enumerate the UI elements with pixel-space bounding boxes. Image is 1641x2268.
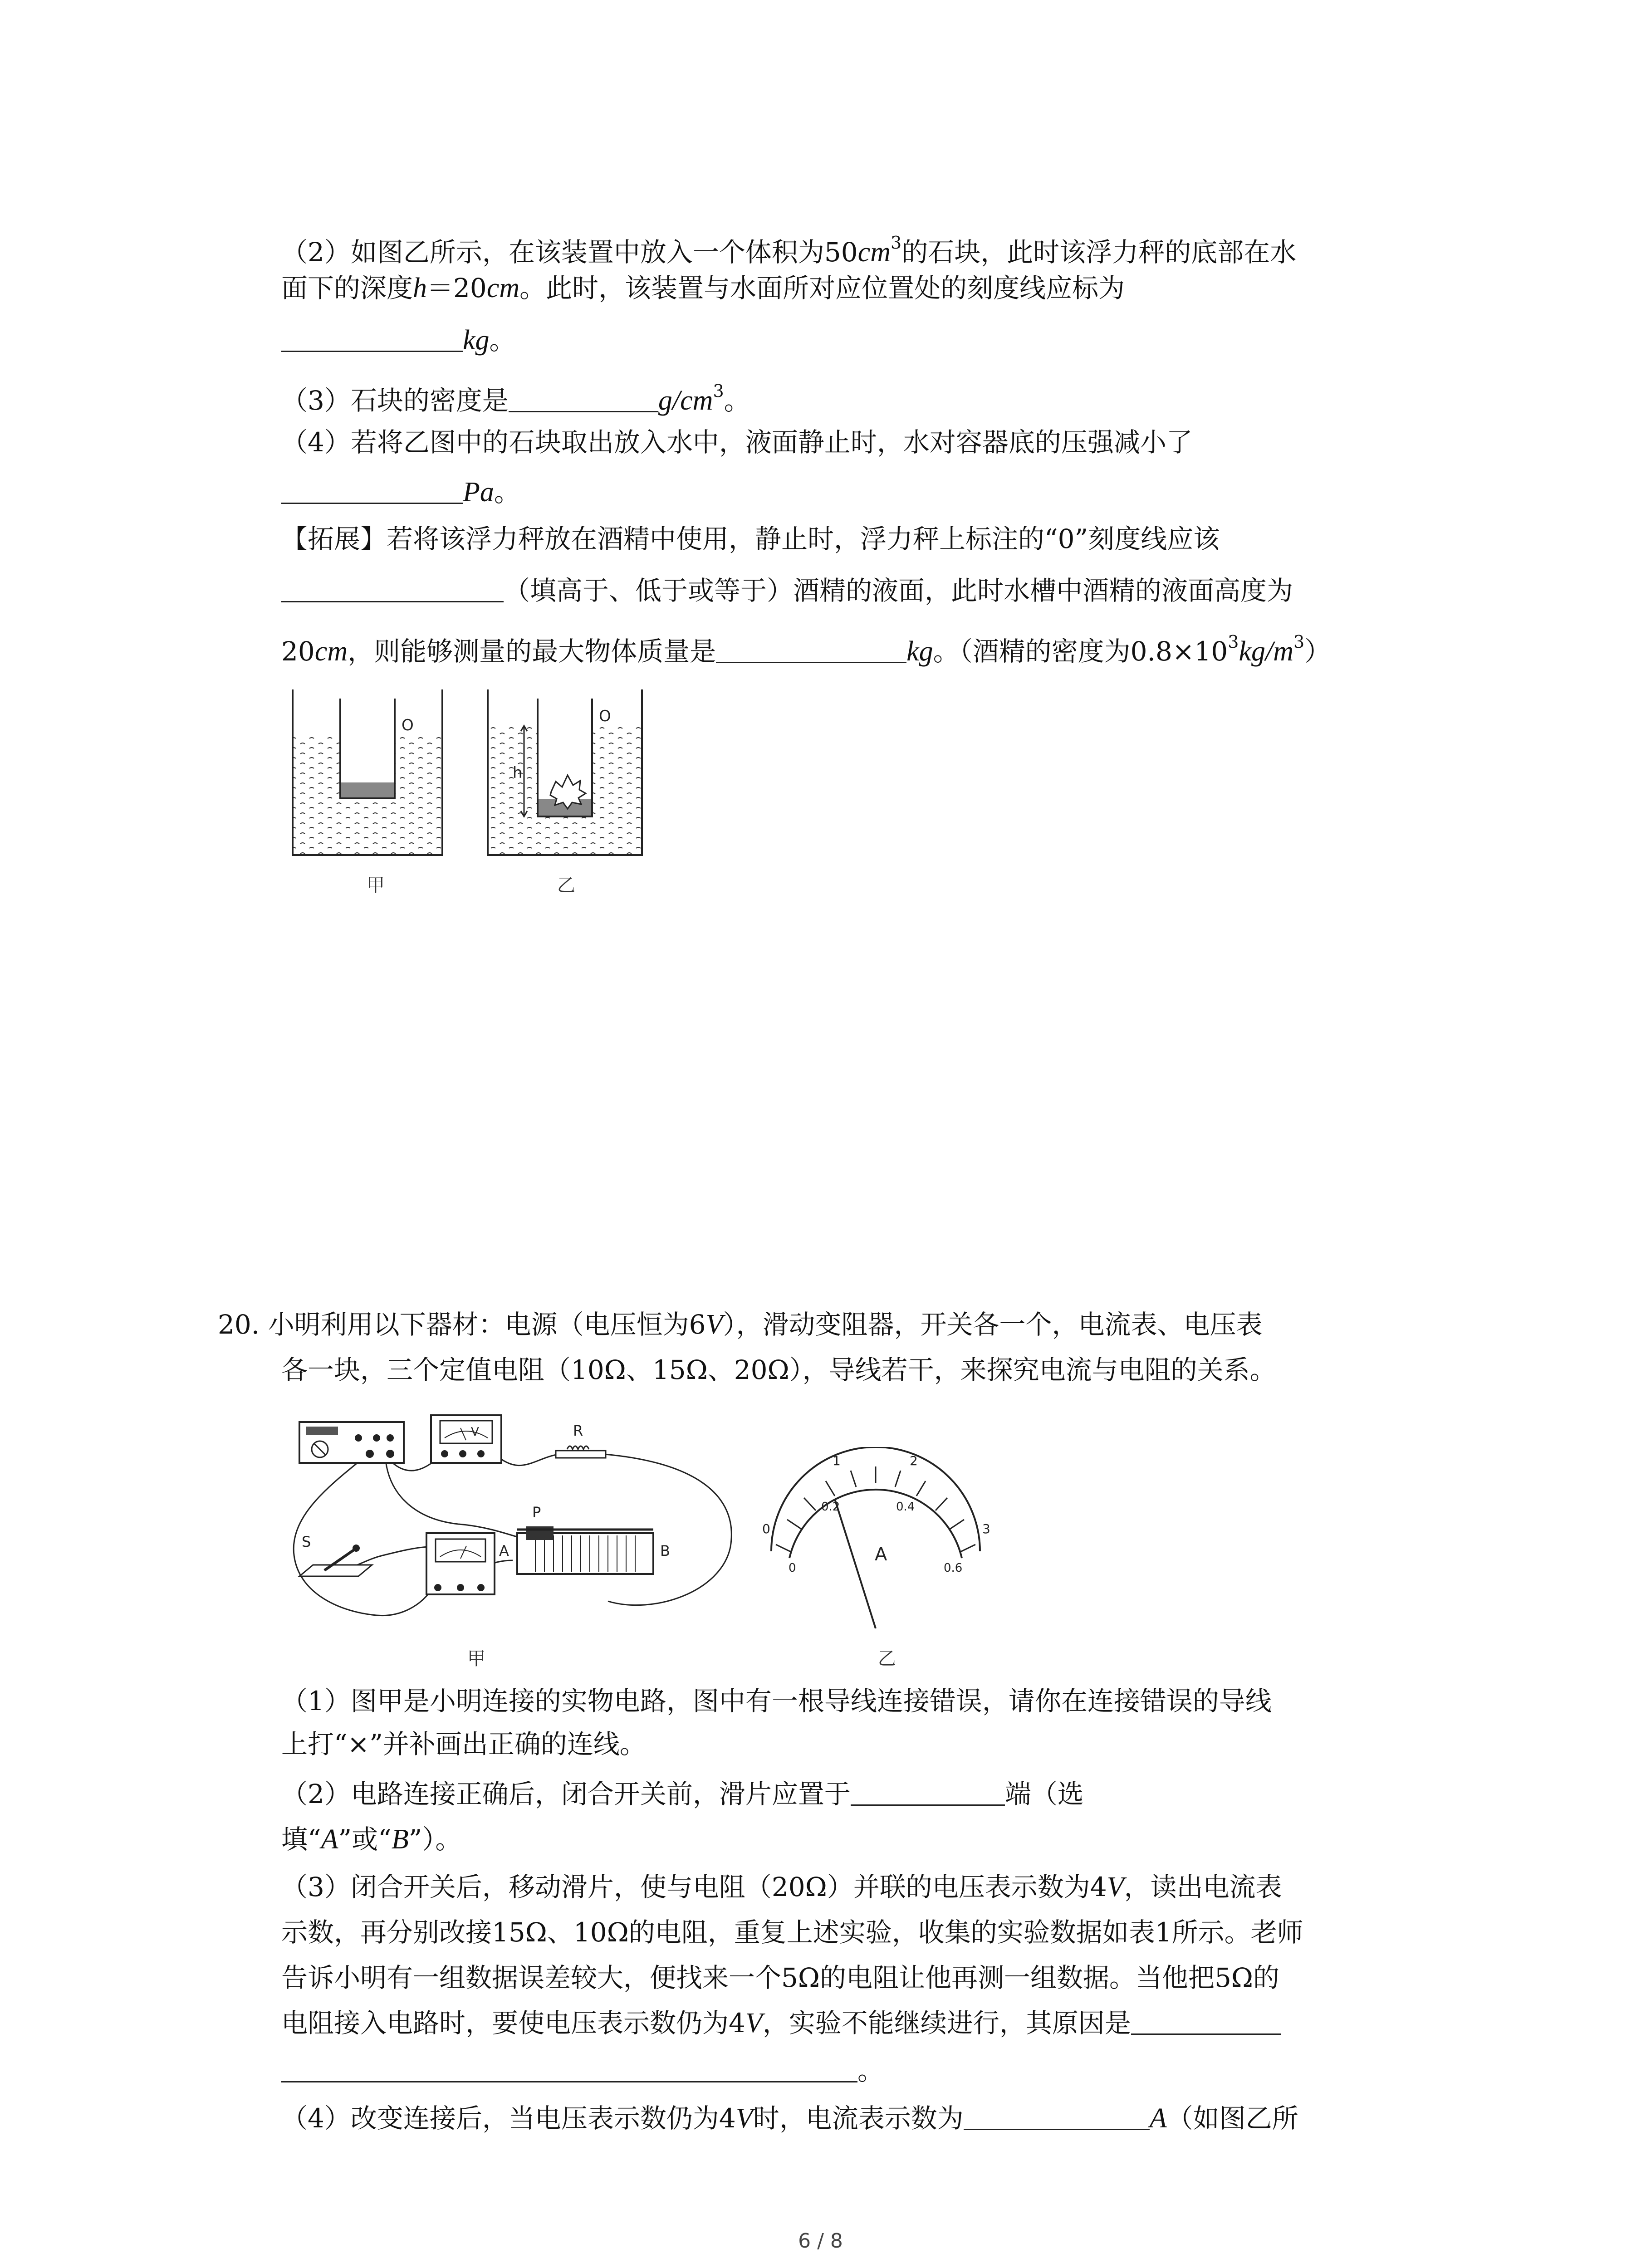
- rheostat: [499, 1504, 670, 1574]
- dial-ticks: [776, 1466, 975, 1552]
- q20-part3-line3: 告诉小明有一组数据误差较大，便找来一个5Ω的电阻让他再测一组数据。当他把5Ω的: [281, 1962, 1279, 1993]
- q20-stem-line2: 各一块，三个定值电阻（10Ω、15Ω、20Ω），导线若干，来探究电流与电阻的关系。: [281, 1354, 1276, 1385]
- resistor-label: R: [573, 1422, 583, 1439]
- ammeter-dial-figure: [753, 1447, 1007, 1637]
- answer-blank[interactable]: [281, 2056, 857, 2082]
- scale-top-2: 2: [910, 1453, 918, 1468]
- zero-mark-label: O: [402, 716, 414, 734]
- dial-unit-label: A: [875, 1544, 887, 1565]
- voltmeter: [431, 1415, 501, 1463]
- answer-blank[interactable]: [716, 636, 906, 663]
- dial-needle: [835, 1499, 876, 1628]
- answer-blank[interactable]: [964, 2103, 1150, 2130]
- scale-bottom-0: 0: [789, 1561, 796, 1575]
- depth-label: h: [513, 764, 523, 782]
- scale-top-1: 1: [833, 1453, 841, 1468]
- q20-part3-line4: 电阻接入电路时，要使电压表示数仍为4V，实验不能继续进行，其原因是: [281, 2005, 1281, 2041]
- terminal-a-label: A: [499, 1542, 509, 1559]
- q20-part2-line2: 填“A”或“B”）。: [281, 1824, 462, 1855]
- q19-part2-line1: （2）如图乙所示，在该装置中放入一个体积为$50cm^3$的石块，此时该浮力秤的底部在水: [281, 233, 1297, 268]
- q20-part1-line2: 上打“×”并补画出正确的连线。: [281, 1729, 646, 1760]
- float-scale-figure: [281, 680, 653, 916]
- answer-blank[interactable]: [1131, 2008, 1281, 2035]
- scale-bottom-2: 0.4: [896, 1500, 915, 1514]
- q19-part2-line3: kg。: [281, 322, 516, 358]
- q20-part3-line5: 。: [281, 2053, 884, 2089]
- q20-part3-line1: （3）闭合开关后，移动滑片，使与电阻（20Ω）并联的电压表示数为4V，读出电流表: [281, 1872, 1282, 1902]
- zero-mark-label: O: [599, 707, 611, 725]
- q19-extension-line2: （填高于、低于或等于）酒精的液面，此时水槽中酒精的液面高度为: [281, 572, 1293, 609]
- terminal-b-label: B: [660, 1542, 670, 1559]
- circuit-figure: [281, 1411, 744, 1637]
- q19-part3: （3）石块的密度是 $g/cm^3$。: [281, 381, 750, 416]
- scale-bottom-3: 0.6: [944, 1561, 963, 1575]
- figure-caption-jia: 甲: [367, 875, 385, 896]
- answer-blank[interactable]: [281, 576, 504, 602]
- slider-label: P: [532, 1504, 541, 1521]
- tank-b: [488, 689, 642, 855]
- voltmeter-label: V: [471, 1425, 479, 1439]
- figure-caption-yi: 乙: [878, 1648, 896, 1669]
- answer-blank[interactable]: [851, 1779, 1005, 1806]
- page-number: 6 / 8: [798, 2229, 843, 2253]
- q19-extension-line1: 【拓展】若将该浮力秤放在酒精中使用，静止时，浮力秤上标注的“0”刻度线应该: [281, 523, 1220, 554]
- q20-part3-line2: 示数，再分别改接15Ω、10Ω的电阻，重复上述实验，收集的实验数据如表1所示。老师: [281, 1917, 1303, 1948]
- wires: [294, 1454, 731, 1616]
- q19-extension-line3: 20cm，则能够测量的最大物体质量是 kg。（酒精的密度为$0.8\times 10^3kg/m^3$）: [281, 632, 1331, 667]
- q20-part2-line1: （2）电路连接正确后，闭合开关前，滑片应置于 端（选: [281, 1779, 1084, 1809]
- ammeter: [426, 1533, 495, 1594]
- switch-s: [299, 1533, 372, 1576]
- q19-part4-line2: Pa。: [281, 474, 520, 510]
- answer-blank[interactable]: [281, 477, 463, 504]
- q20-part1-line1: （1）图甲是小明连接的实物电路，图中有一根导线连接错误，请你在连接错误的导线: [281, 1686, 1272, 1716]
- scale-top-0: 0: [762, 1521, 770, 1536]
- scale-bottom-1: 0.2: [821, 1500, 840, 1514]
- tank-a: [293, 689, 442, 855]
- q20-stem-line1: 20. 小明利用以下器材：电源（电压恒为6V），滑动变阻器，开关各一个，电流表、电压表: [218, 1309, 1263, 1340]
- q19-part4-line1: （4）若将乙图中的石块取出放入水中，液面静止时，水对容器底的压强减小了: [281, 427, 1193, 458]
- answer-blank[interactable]: [509, 386, 658, 412]
- answer-blank[interactable]: [281, 325, 463, 352]
- scale-top-3: 3: [982, 1521, 990, 1536]
- power-supply: [299, 1422, 404, 1463]
- figure-caption-yi: 乙: [557, 875, 575, 896]
- figure-caption-jia: 甲: [467, 1648, 485, 1669]
- q19-part2-line2: 面下的深度h＝20cm。此时，该装置与水面所对应位置处的刻度线应标为: [281, 273, 1125, 303]
- switch-label: S: [302, 1533, 311, 1550]
- resistor-r: [556, 1422, 606, 1458]
- q20-part4-line1: （4）改变连接后，当电压表示数仍为4V时，电流表示数为 A（如图乙所: [281, 2103, 1298, 2134]
